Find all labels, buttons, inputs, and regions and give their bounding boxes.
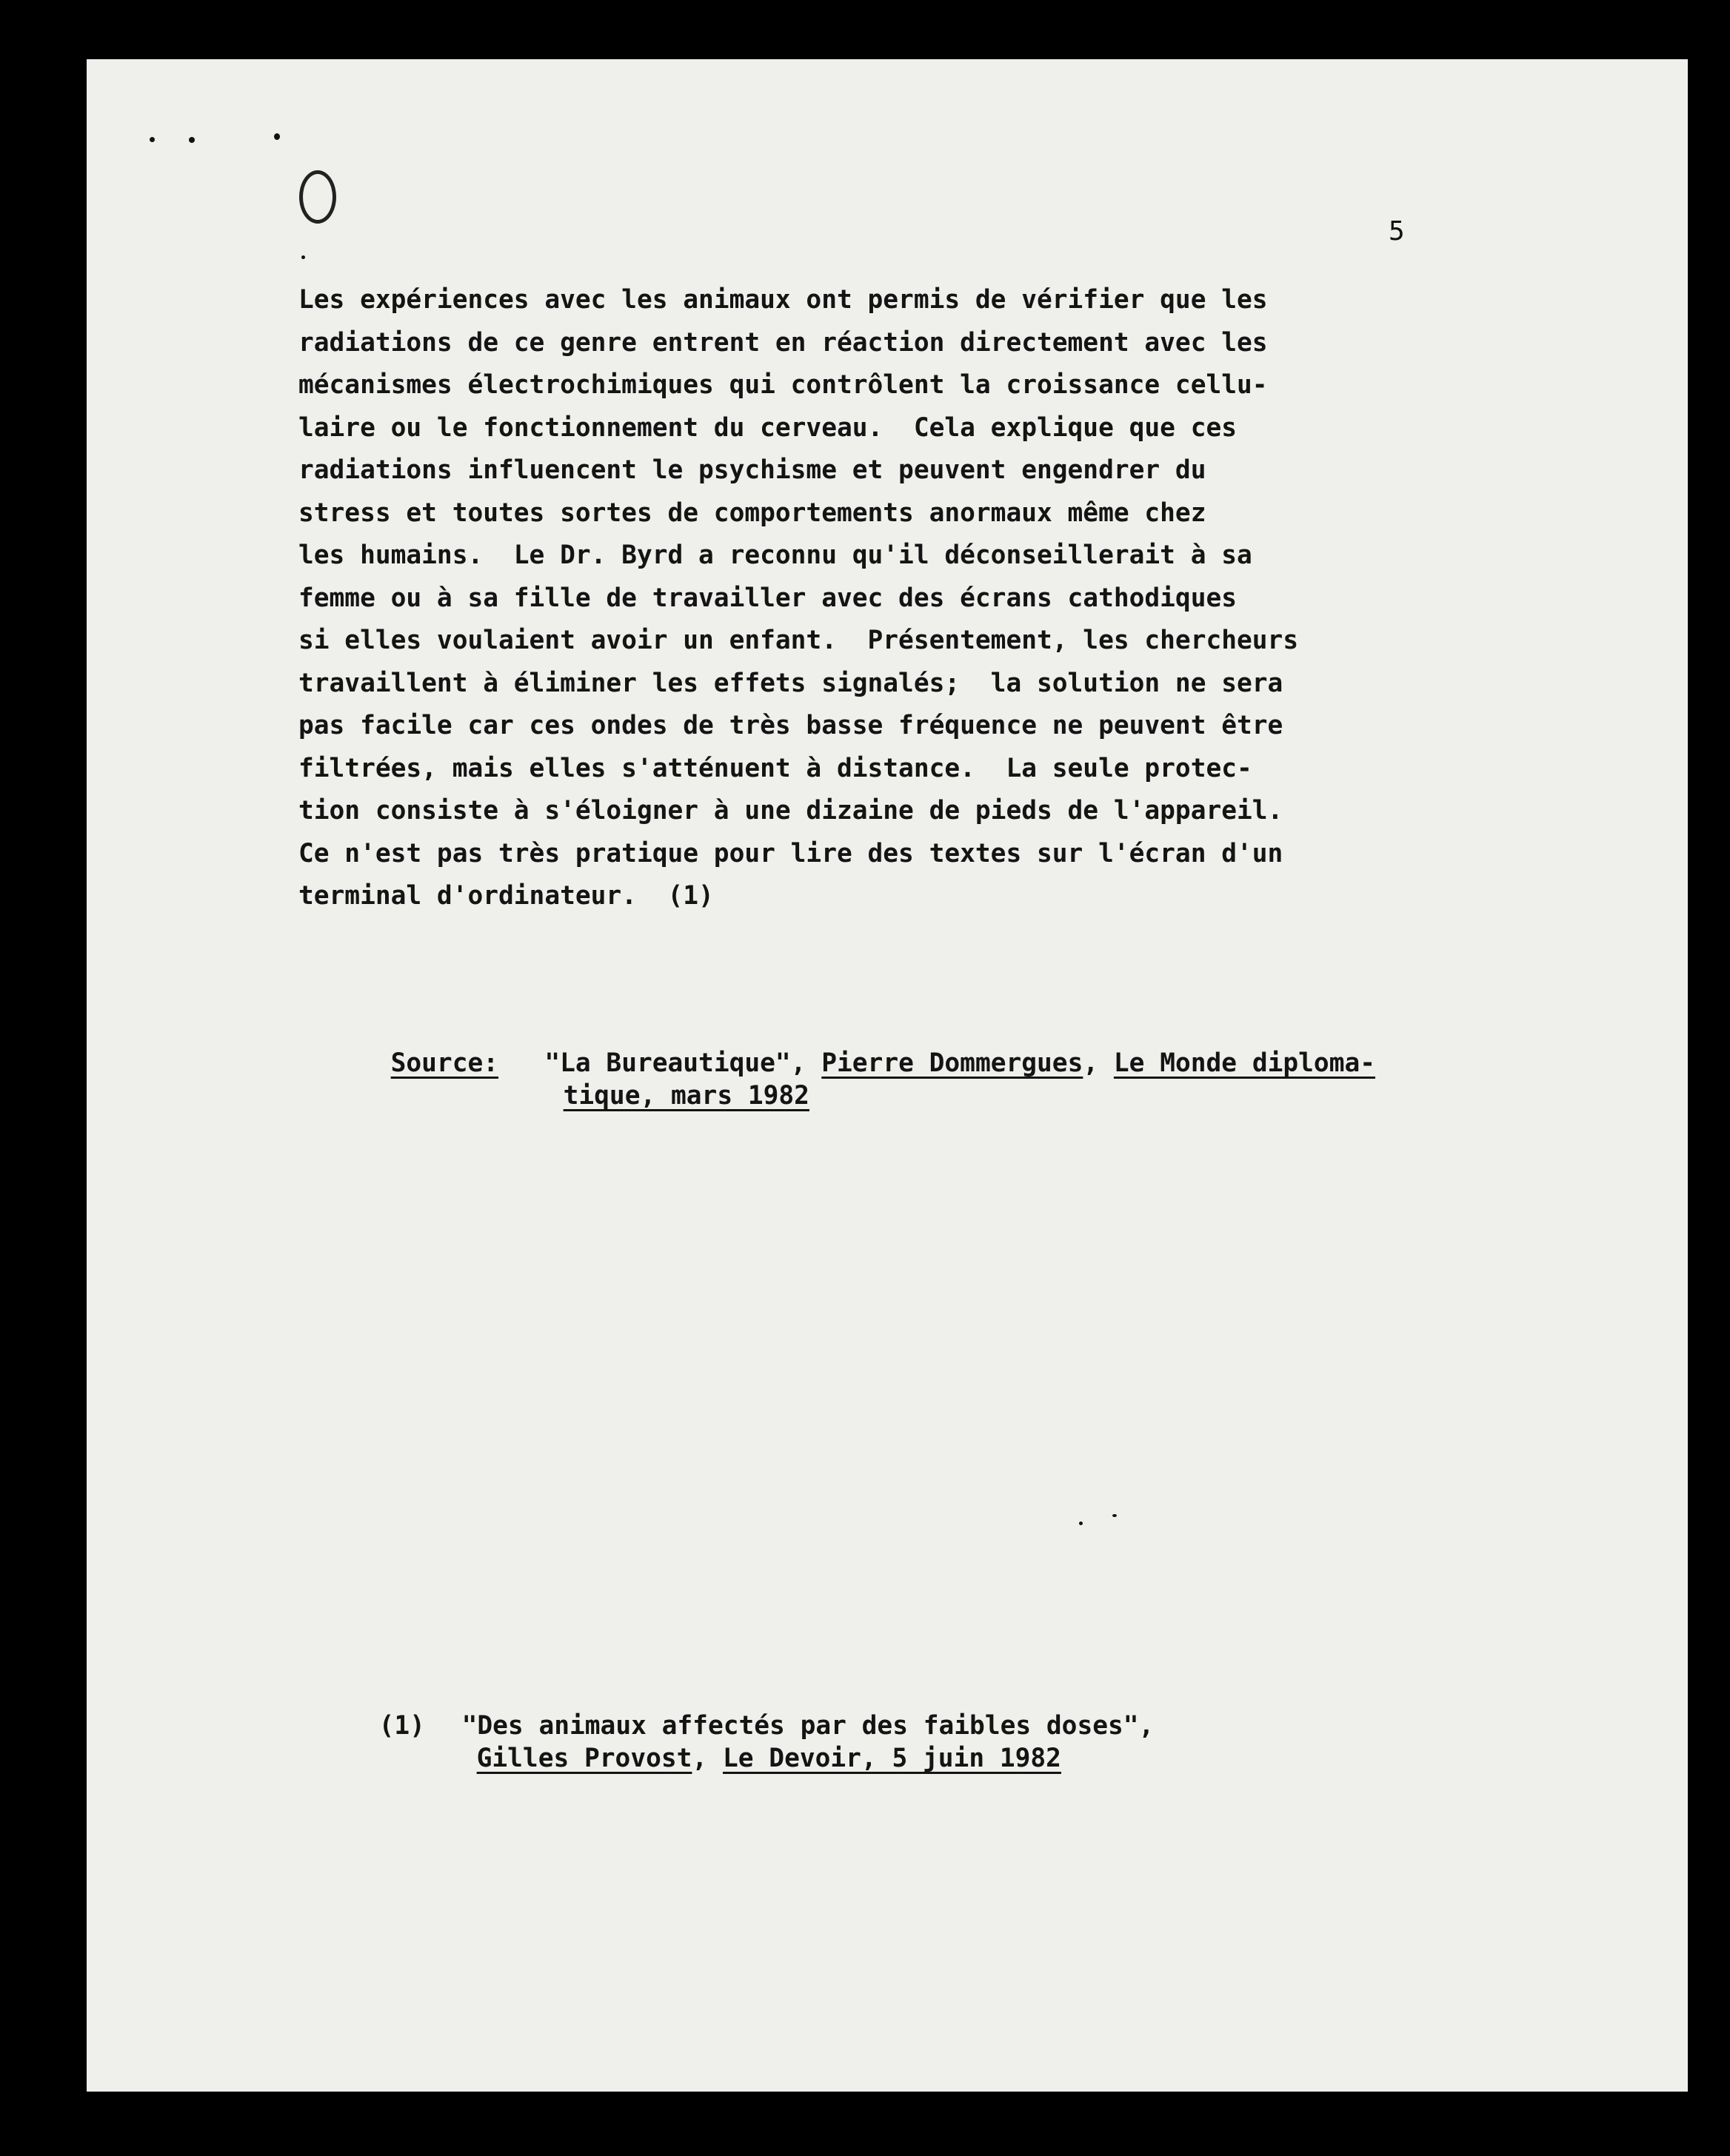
body-line: travaillent à éliminer les effets signalés; la solution ne sera	[298, 668, 1283, 698]
page-number: 5	[1389, 216, 1405, 247]
footnote-author: Gilles Provost	[476, 1744, 692, 1773]
body-paragraph	[298, 279, 1557, 918]
source-separator: ,	[1083, 1048, 1099, 1078]
body-line: pas facile car ces ondes de très basse fréquence ne peuvent être	[298, 711, 1283, 740]
source-publication-continued: tique, mars 1982	[563, 1081, 809, 1111]
source-title: "La Bureautique",	[544, 1048, 806, 1078]
body-line: radiations de ce genre entrent en réaction directement avec les	[298, 327, 1268, 358]
body-line: tion consiste à s'éloigner à une dizaine de pieds de l'appareil.	[298, 796, 1283, 826]
body-line: filtrées, mais elles s'atténuent à distance. La seule protec-	[298, 753, 1252, 783]
punch-hole-mark	[299, 170, 336, 224]
body-line: laire ou le fonctionnement du cerveau. Cela explique que ces	[298, 412, 1238, 443]
body-line: radiations influencent le psychisme et peuvent engendrer du	[298, 455, 1206, 485]
scan-speck	[150, 137, 155, 142]
body-line: Les expériences avec les animaux ont permis de vérifier que les	[298, 285, 1268, 315]
scan-speck	[1112, 1514, 1117, 1517]
source-author: Pierre Dommergues	[821, 1048, 1083, 1078]
footnote-separator: ,	[692, 1744, 708, 1773]
body-line: les humains. Le Dr. Byrd a reconnu qu'il déconseillerait à sa	[298, 540, 1252, 570]
footnote-title: "Des animaux affectés par des faibles doses",	[461, 1711, 1155, 1741]
body-line: femme ou à sa fille de travailler avec des écrans cathodiques	[298, 583, 1238, 613]
body-line: si elles voulaient avoir un enfant. Présentement, les chercheurs	[298, 626, 1299, 655]
body-line: Ce n'est pas très pratique pour lire des textes sur l'écran d'un	[298, 838, 1283, 868]
source-publication: Le Monde diploma-	[1113, 1048, 1376, 1078]
body-line: terminal d'ordinateur. (1)	[298, 881, 714, 911]
source-label: Source:	[390, 1048, 499, 1078]
scan-speck	[1079, 1521, 1083, 1525]
scan-speck	[189, 137, 195, 143]
source-citation	[298, 1014, 1572, 1111]
document-page	[87, 59, 1688, 2092]
body-line: mécanismes électrochimiques qui contrôlent la croissance cellu-	[298, 370, 1268, 400]
scan-speck	[274, 133, 280, 140]
footnote-marker: (1)	[378, 1711, 425, 1741]
scan-speck	[301, 255, 305, 259]
footnote-publication: Le Devoir, 5 juin 1982	[722, 1744, 1061, 1773]
footnote	[287, 1677, 1472, 1773]
body-line: stress et toutes sortes de comportements anormaux même chez	[298, 498, 1206, 528]
